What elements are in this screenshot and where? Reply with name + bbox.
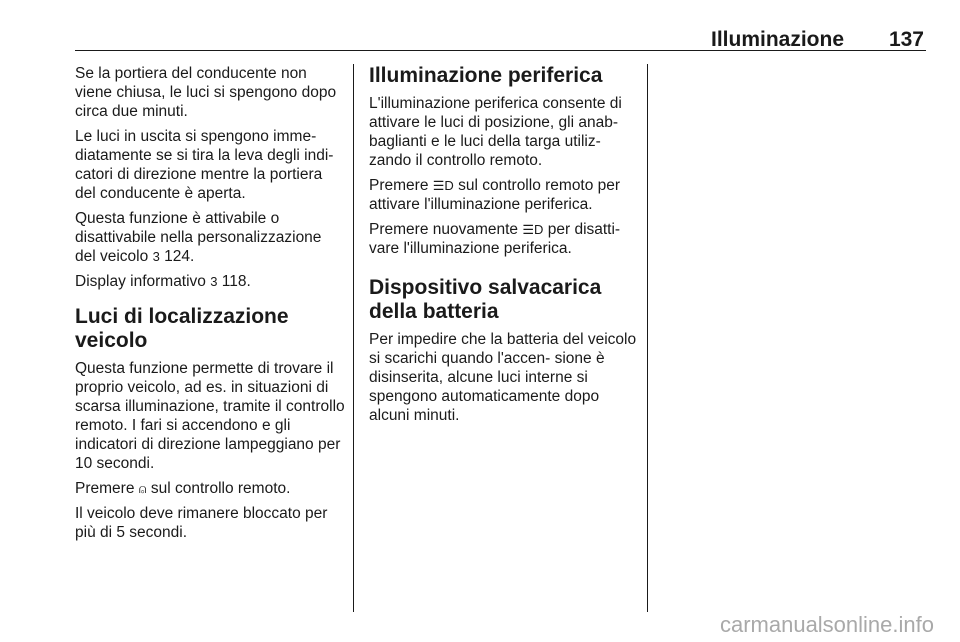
page-number: 137 bbox=[888, 28, 924, 51]
page-ref-icon: 3 bbox=[152, 249, 160, 264]
section-heading: Dispositivo salvacarica della batteria bbox=[369, 276, 602, 323]
paragraph: Premere nuovamente ☰D per disatti- vare l'illuminazione periferica. bbox=[369, 221, 621, 257]
page-ref-icon: 3 bbox=[210, 274, 218, 289]
page-header bbox=[75, 28, 926, 51]
page-title: Illuminazione bbox=[710, 28, 844, 51]
middle-column bbox=[369, 64, 639, 431]
paragraph: Il veicolo deve rimanere bloccato per più di 5 secondi. bbox=[75, 505, 328, 541]
paragraph: Premere ☰D sul controllo remoto per attivare l'illuminazione periferica. bbox=[369, 177, 621, 213]
section-heading: Illuminazione periferica bbox=[369, 64, 603, 87]
paragraph: Per impedire che la batteria del veicolo si scarichi quando l'accen- sione è disinserita, alcune luci interne si spengono automaticamente dopo alcuni minuti. bbox=[369, 331, 637, 424]
page-ref[interactable]: 124. bbox=[164, 248, 195, 265]
paragraph: Questa funzione permette di trovare il proprio veicolo, ad es. in situazioni di scarsa illuminazione, tramite il controllo remoto. I fari si accendono e gli indicatori di direzione lampeggiano per 10 secondi. bbox=[75, 360, 345, 472]
paragraph: Display informativo 3 118. bbox=[75, 273, 251, 290]
left-column bbox=[75, 64, 345, 548]
paragraph: Questa funzione è attivabile o disattivabile nella personalizzazione del veicolo 3 124. bbox=[75, 210, 322, 265]
paragraph: Se la portiera del conducente non viene chiusa, le luci si spengono dopo circa due minuti. bbox=[75, 65, 337, 120]
paragraph: L'illuminazione periferica consente di attivare le luci di posizione, gli anab- baglianti e le luci della targa utiliz- zando il controllo remoto. bbox=[369, 95, 622, 169]
section-heading: Luci di localizzazione veicolo bbox=[75, 305, 289, 352]
column-divider bbox=[353, 64, 354, 612]
headlight-icon: ☰D bbox=[522, 222, 544, 237]
watermark: carmanualsonline.info bbox=[719, 612, 934, 637]
column-divider bbox=[647, 64, 648, 612]
paragraph: Le luci in uscita si spengono imme- diatamente se si tira la leva degli indi- catori di direzione mentre la portiera del conducente è aperta. bbox=[75, 128, 334, 202]
paragraph: Premere ⍝ sul controllo remoto. bbox=[75, 480, 291, 497]
lock-key-icon: ⍝ bbox=[138, 481, 147, 496]
page-ref[interactable]: 118. bbox=[221, 273, 251, 290]
headlight-icon: ☰D bbox=[432, 178, 454, 193]
